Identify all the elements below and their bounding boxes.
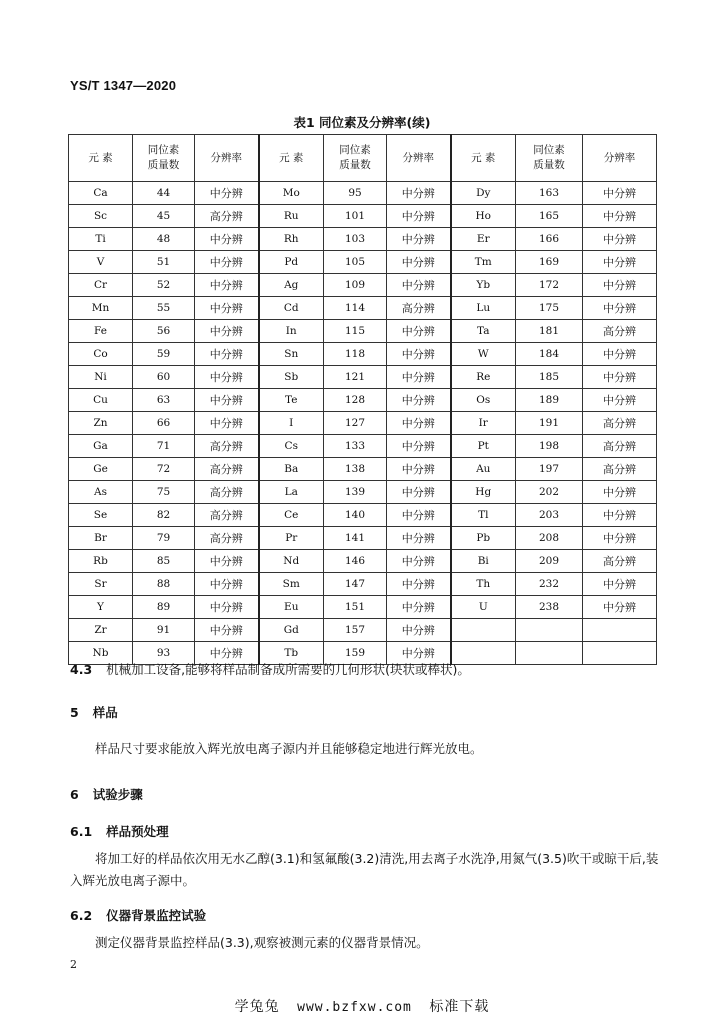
cell-element: U xyxy=(451,596,516,619)
cell-mass-number: 52 xyxy=(133,274,195,297)
cell-resolution: 中分辨 xyxy=(583,251,657,274)
cell-resolution: 中分辨 xyxy=(195,642,259,665)
cell-resolution: 中分辨 xyxy=(583,228,657,251)
cell-element: Ni xyxy=(69,366,133,389)
page-number: 2 xyxy=(70,958,77,971)
cell-element: V xyxy=(69,251,133,274)
standard-code: YS/T 1347—2020 xyxy=(70,78,177,93)
cell-mass-number: 82 xyxy=(133,504,195,527)
cell-mass-number: 159 xyxy=(324,642,387,665)
table-row xyxy=(69,389,657,412)
cell-element: Co xyxy=(69,343,133,366)
cell-mass-number: 121 xyxy=(324,366,387,389)
cell-mass-number: 44 xyxy=(133,182,195,205)
cell-mass-number xyxy=(516,619,583,642)
cell-mass-number: 203 xyxy=(516,504,583,527)
cell-mass-number: 75 xyxy=(133,481,195,504)
cell-element: Hg xyxy=(451,481,516,504)
cell-mass-number: 115 xyxy=(324,320,387,343)
cell-mass-number: 51 xyxy=(133,251,195,274)
cell-element: La xyxy=(259,481,324,504)
table-row xyxy=(69,573,657,596)
cell-resolution: 中分辨 xyxy=(583,366,657,389)
cell-resolution: 中分辨 xyxy=(387,642,451,665)
cell-resolution: 中分辨 xyxy=(195,573,259,596)
cell-mass-number: 181 xyxy=(516,320,583,343)
table-row xyxy=(69,228,657,251)
cell-element: W xyxy=(451,343,516,366)
cell-mass-number: 128 xyxy=(324,389,387,412)
cell-element: Gd xyxy=(259,619,324,642)
header-resolution: 分辨率 xyxy=(387,135,451,182)
cell-mass-number: 89 xyxy=(133,596,195,619)
section-title: 试验步骤 xyxy=(92,787,143,802)
cell-resolution: 中分辨 xyxy=(195,274,259,297)
cell-mass-number: 105 xyxy=(324,251,387,274)
cell-resolution: 中分辨 xyxy=(387,205,451,228)
cell-resolution: 中分辨 xyxy=(583,274,657,297)
cell-resolution: 中分辨 xyxy=(583,389,657,412)
cell-mass-number: 138 xyxy=(324,458,387,481)
cell-mass-number: 175 xyxy=(516,297,583,320)
cell-resolution: 高分辨 xyxy=(583,320,657,343)
cell-resolution: 中分辨 xyxy=(387,527,451,550)
cell-element: Cr xyxy=(69,274,133,297)
cell-resolution: 中分辨 xyxy=(387,320,451,343)
header-resolution: 分辨率 xyxy=(583,135,657,182)
table-row xyxy=(69,274,657,297)
cell-mass-number: 163 xyxy=(516,182,583,205)
table-row xyxy=(69,297,657,320)
cell-element: Ga xyxy=(69,435,133,458)
header-mass: 同位素 质量数 xyxy=(324,135,387,182)
cell-mass-number: 165 xyxy=(516,205,583,228)
cell-element: Sc xyxy=(69,205,133,228)
cell-element: Lu xyxy=(451,297,516,320)
cell-mass-number: 66 xyxy=(133,412,195,435)
cell-element: Yb xyxy=(451,274,516,297)
cell-resolution: 中分辨 xyxy=(195,297,259,320)
cell-element: I xyxy=(259,412,324,435)
cell-element: Pt xyxy=(451,435,516,458)
cell-resolution: 中分辨 xyxy=(387,228,451,251)
cell-element: Sb xyxy=(259,366,324,389)
section-number: 6.1 xyxy=(70,824,93,839)
section-6-1-heading xyxy=(70,822,169,840)
cell-resolution: 中分辨 xyxy=(583,297,657,320)
cell-resolution: 中分辨 xyxy=(387,435,451,458)
cell-mass-number: 209 xyxy=(516,550,583,573)
table-row xyxy=(69,320,657,343)
cell-mass-number: 91 xyxy=(133,619,195,642)
cell-element: Tb xyxy=(259,642,324,665)
header-mass: 同位素 质量数 xyxy=(516,135,583,182)
cell-element: Ta xyxy=(451,320,516,343)
cell-element: Te xyxy=(259,389,324,412)
cell-resolution: 中分辨 xyxy=(195,182,259,205)
cell-element: Ge xyxy=(69,458,133,481)
cell-element: Pb xyxy=(451,527,516,550)
footer-site-name: 学兔兔 xyxy=(234,999,280,1015)
cell-mass-number: 55 xyxy=(133,297,195,320)
cell-mass-number: 93 xyxy=(133,642,195,665)
cell-mass-number: 95 xyxy=(324,182,387,205)
cell-mass-number: 169 xyxy=(516,251,583,274)
table-row xyxy=(69,481,657,504)
cell-element: Th xyxy=(451,573,516,596)
cell-element: Tm xyxy=(451,251,516,274)
cell-resolution: 中分辨 xyxy=(195,366,259,389)
cell-resolution: 中分辨 xyxy=(387,343,451,366)
cell-mass-number: 147 xyxy=(324,573,387,596)
cell-resolution: 中分辨 xyxy=(195,228,259,251)
section-title: 样品预处理 xyxy=(106,824,169,839)
cell-mass-number: 103 xyxy=(324,228,387,251)
section-6-1-text: 将加工好的样品依次用无水乙醇(3.1)和氢氟酸(3.2)清洗,用去离子水洗净,用氮气(3.5)吹干或晾干后,装入辉光放电离子源中。 xyxy=(70,851,659,888)
cell-resolution: 高分辨 xyxy=(387,297,451,320)
cell-resolution: 中分辨 xyxy=(583,596,657,619)
cell-resolution: 中分辨 xyxy=(583,343,657,366)
cell-resolution: 高分辨 xyxy=(583,412,657,435)
cell-mass-number: 141 xyxy=(324,527,387,550)
cell-mass-number: 146 xyxy=(324,550,387,573)
section-number: 6.2 xyxy=(70,908,93,923)
cell-mass-number: 208 xyxy=(516,527,583,550)
cell-element xyxy=(451,619,516,642)
cell-element: Ru xyxy=(259,205,324,228)
footer-url[interactable]: www.bzfxw.com xyxy=(297,1000,412,1015)
cell-resolution: 中分辨 xyxy=(387,504,451,527)
cell-mass-number: 109 xyxy=(324,274,387,297)
cell-element: Fe xyxy=(69,320,133,343)
header-element: 元 素 xyxy=(451,135,516,182)
cell-element: Mn xyxy=(69,297,133,320)
cell-mass-number: 157 xyxy=(324,619,387,642)
cell-element: Tl xyxy=(451,504,516,527)
cell-element: Ir xyxy=(451,412,516,435)
cell-element: Rh xyxy=(259,228,324,251)
section-title: 样品 xyxy=(92,705,118,720)
cell-element: Sn xyxy=(259,343,324,366)
cell-element: Nb xyxy=(69,642,133,665)
cell-element: Sr xyxy=(69,573,133,596)
cell-mass-number: 198 xyxy=(516,435,583,458)
cell-resolution: 中分辨 xyxy=(387,619,451,642)
cell-element: Os xyxy=(451,389,516,412)
table-row xyxy=(69,412,657,435)
cell-resolution: 中分辨 xyxy=(387,458,451,481)
cell-element: Ag xyxy=(259,274,324,297)
cell-resolution: 高分辨 xyxy=(583,550,657,573)
header-element: 元 素 xyxy=(259,135,324,182)
header-mass: 同位素 质量数 xyxy=(133,135,195,182)
cell-resolution: 中分辨 xyxy=(387,412,451,435)
cell-resolution: 中分辨 xyxy=(387,550,451,573)
table-row xyxy=(69,596,657,619)
cell-element: Nd xyxy=(259,550,324,573)
section-6-2-heading xyxy=(70,906,206,924)
cell-resolution: 高分辨 xyxy=(583,435,657,458)
cell-element: Ce xyxy=(259,504,324,527)
cell-element: Ti xyxy=(69,228,133,251)
table-caption: 表1 同位素及分辨率(续) xyxy=(293,115,431,130)
table-row xyxy=(69,550,657,573)
cell-mass-number xyxy=(516,642,583,665)
isotope-table xyxy=(68,134,657,665)
cell-resolution: 中分辨 xyxy=(387,481,451,504)
cell-mass-number: 189 xyxy=(516,389,583,412)
cell-resolution: 中分辨 xyxy=(583,481,657,504)
cell-resolution: 高分辨 xyxy=(583,458,657,481)
cell-element: Ho xyxy=(451,205,516,228)
cell-element: Cs xyxy=(259,435,324,458)
cell-resolution: 中分辨 xyxy=(387,274,451,297)
cell-element: Rb xyxy=(69,550,133,573)
cell-resolution: 高分辨 xyxy=(195,458,259,481)
cell-resolution: 中分辨 xyxy=(195,619,259,642)
table-row xyxy=(69,504,657,527)
section-number: 5 xyxy=(70,705,79,720)
table-row xyxy=(69,619,657,642)
cell-mass-number: 56 xyxy=(133,320,195,343)
header-element: 元 素 xyxy=(69,135,133,182)
cell-resolution: 中分辨 xyxy=(195,343,259,366)
table-row xyxy=(69,435,657,458)
cell-element: Au xyxy=(451,458,516,481)
cell-mass-number: 79 xyxy=(133,527,195,550)
cell-mass-number: 71 xyxy=(133,435,195,458)
cell-mass-number: 101 xyxy=(324,205,387,228)
footer-watermark xyxy=(0,996,724,1016)
cell-mass-number: 191 xyxy=(516,412,583,435)
table-row xyxy=(69,182,657,205)
cell-resolution: 中分辨 xyxy=(195,251,259,274)
cell-resolution: 高分辨 xyxy=(195,481,259,504)
cell-mass-number: 232 xyxy=(516,573,583,596)
cell-mass-number: 172 xyxy=(516,274,583,297)
cell-element: Dy xyxy=(451,182,516,205)
cell-resolution: 中分辨 xyxy=(583,527,657,550)
cell-mass-number: 238 xyxy=(516,596,583,619)
cell-resolution: 中分辨 xyxy=(387,389,451,412)
cell-element: Pd xyxy=(259,251,324,274)
section-5-heading xyxy=(70,703,118,721)
cell-mass-number: 45 xyxy=(133,205,195,228)
table-row xyxy=(69,251,657,274)
cell-resolution: 中分辨 xyxy=(583,205,657,228)
cell-mass-number: 118 xyxy=(324,343,387,366)
cell-resolution: 中分辨 xyxy=(195,320,259,343)
section-6-heading xyxy=(70,785,143,803)
footer-tagline: 标准下载 xyxy=(429,999,490,1015)
section-6-2-text: 测定仪器背景监控样品(3.3),观察被测元素的仪器背景情况。 xyxy=(95,935,429,950)
cell-resolution: 中分辨 xyxy=(195,412,259,435)
cell-element: As xyxy=(69,481,133,504)
cell-resolution: 高分辨 xyxy=(195,435,259,458)
cell-mass-number: 202 xyxy=(516,481,583,504)
cell-resolution: 中分辨 xyxy=(387,182,451,205)
cell-resolution: 中分辨 xyxy=(195,550,259,573)
cell-element: Er xyxy=(451,228,516,251)
cell-mass-number: 127 xyxy=(324,412,387,435)
cell-element: Zr xyxy=(69,619,133,642)
section-number: 6 xyxy=(70,787,79,802)
cell-resolution: 中分辨 xyxy=(195,596,259,619)
cell-mass-number: 59 xyxy=(133,343,195,366)
cell-mass-number: 133 xyxy=(324,435,387,458)
cell-element: Sm xyxy=(259,573,324,596)
cell-element: Y xyxy=(69,596,133,619)
table-row xyxy=(69,366,657,389)
cell-element: Ca xyxy=(69,182,133,205)
cell-resolution: 中分辨 xyxy=(583,504,657,527)
table-row xyxy=(69,205,657,228)
cell-element: Re xyxy=(451,366,516,389)
cell-mass-number: 197 xyxy=(516,458,583,481)
cell-mass-number: 72 xyxy=(133,458,195,481)
cell-mass-number: 60 xyxy=(133,366,195,389)
cell-mass-number: 48 xyxy=(133,228,195,251)
cell-mass-number: 166 xyxy=(516,228,583,251)
cell-mass-number: 185 xyxy=(516,366,583,389)
cell-element: Mo xyxy=(259,182,324,205)
cell-mass-number: 184 xyxy=(516,343,583,366)
table-row xyxy=(69,527,657,550)
cell-resolution: 中分辨 xyxy=(387,596,451,619)
cell-resolution: 中分辨 xyxy=(583,182,657,205)
cell-mass-number: 88 xyxy=(133,573,195,596)
cell-element: Pr xyxy=(259,527,324,550)
header-resolution: 分辨率 xyxy=(195,135,259,182)
cell-mass-number: 140 xyxy=(324,504,387,527)
cell-element: Cu xyxy=(69,389,133,412)
cell-element: Cd xyxy=(259,297,324,320)
section-title: 仪器背景监控试验 xyxy=(106,908,207,923)
table-row xyxy=(69,458,657,481)
cell-mass-number: 139 xyxy=(324,481,387,504)
cell-resolution xyxy=(583,642,657,665)
cell-mass-number: 151 xyxy=(324,596,387,619)
cell-resolution xyxy=(583,619,657,642)
cell-element: Se xyxy=(69,504,133,527)
cell-mass-number: 114 xyxy=(324,297,387,320)
section-5-text: 样品尺寸要求能放入辉光放电离子源内并且能够稳定地进行辉光放电。 xyxy=(95,741,483,756)
cell-resolution: 中分辨 xyxy=(387,573,451,596)
cell-mass-number: 85 xyxy=(133,550,195,573)
cell-resolution: 高分辨 xyxy=(195,527,259,550)
cell-element: Bi xyxy=(451,550,516,573)
table-row xyxy=(69,343,657,366)
cell-resolution: 中分辨 xyxy=(387,366,451,389)
cell-resolution: 中分辨 xyxy=(195,389,259,412)
cell-element: Zn xyxy=(69,412,133,435)
section-number: 4.3 xyxy=(70,662,93,677)
cell-resolution: 高分辨 xyxy=(195,205,259,228)
cell-element: Br xyxy=(69,527,133,550)
cell-resolution: 高分辨 xyxy=(195,504,259,527)
section-4-3 xyxy=(70,660,470,678)
section-text: 机械加工设备,能够将样品制备成所需要的几何形状(块状或棒状)。 xyxy=(106,662,470,677)
cell-element: Eu xyxy=(259,596,324,619)
cell-element: In xyxy=(259,320,324,343)
table-header-row xyxy=(69,135,657,182)
cell-mass-number: 63 xyxy=(133,389,195,412)
cell-resolution: 中分辨 xyxy=(387,251,451,274)
cell-resolution: 中分辨 xyxy=(583,573,657,596)
cell-element: Ba xyxy=(259,458,324,481)
